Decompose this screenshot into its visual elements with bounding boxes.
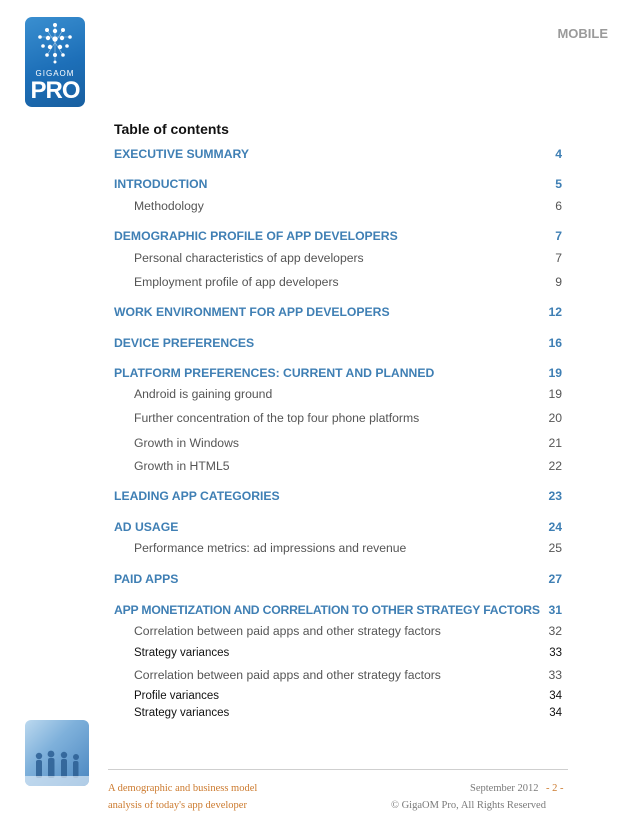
toc-entry-page: 19 — [548, 387, 562, 401]
toc-entry[interactable] — [114, 305, 562, 323]
gigaom-pro-logo — [25, 17, 85, 107]
toc-entry-page: 7 — [555, 229, 562, 243]
toc-entry-title: APP MONETIZATION AND CORRELATION TO OTHER STRATEGY FACTORS — [114, 603, 540, 617]
footer-report-title-line1: A demographic and business model — [108, 783, 258, 794]
toc-entry[interactable] — [134, 647, 562, 665]
toc-entry-title: Personal characteristics of app developers — [134, 251, 364, 265]
toc-entry-page: 25 — [548, 541, 562, 555]
toc-entry[interactable] — [134, 436, 562, 454]
toc-entry[interactable] — [134, 387, 562, 405]
toc-entry-title: DEMOGRAPHIC PROFILE OF APP DEVELOPERS — [114, 229, 398, 243]
footer-report-title-line2: analysis of today's app developer — [108, 800, 247, 811]
toc-entry-title: WORK ENVIRONMENT FOR APP DEVELOPERS — [114, 305, 390, 319]
toc-heading: Table of contents — [114, 121, 229, 137]
toc-entry[interactable] — [114, 147, 562, 165]
footer-divider — [108, 769, 568, 770]
toc-entry-title: AD USAGE — [114, 520, 179, 534]
toc-entry-title: Employment profile of app developers — [134, 275, 339, 289]
toc-entry-title: Growth in Windows — [134, 436, 239, 450]
people-silhouette-icon — [25, 720, 89, 786]
toc-entry-page: 31 — [548, 603, 562, 617]
toc-entry-title: INTRODUCTION — [114, 177, 208, 191]
toc-entry[interactable] — [114, 603, 562, 621]
network-dots-icon — [25, 17, 85, 69]
toc-entry-title: DEVICE PREFERENCES — [114, 336, 255, 350]
toc-entry[interactable] — [114, 520, 562, 538]
logo-big-text: PRO — [30, 77, 80, 104]
toc-entry[interactable] — [134, 541, 562, 559]
toc-entry-page: 21 — [548, 436, 562, 450]
toc-entry[interactable] — [134, 668, 562, 686]
toc-entry-page: 7 — [555, 251, 562, 265]
toc-entry[interactable] — [134, 690, 562, 708]
toc-entry-page: 20 — [548, 411, 562, 425]
toc-entry-page: 27 — [548, 572, 562, 586]
logo-small-text: GIGAOM — [35, 69, 75, 78]
toc-entry-title: PLATFORM PREFERENCES: CURRENT AND PLANNED — [114, 366, 435, 380]
toc-entry-page: 34 — [549, 707, 562, 719]
toc-entry-title: Correlation between paid apps and other strategy factors — [134, 668, 441, 682]
toc-entry-title: Android is gaining ground — [134, 387, 273, 401]
toc-entry-title: Performance metrics: ad impressions and revenue — [134, 541, 407, 555]
toc-entry-page: 6 — [555, 199, 562, 213]
toc-entry-title: EXECUTIVE SUMMARY — [114, 147, 249, 161]
business-people-photo — [25, 720, 89, 786]
toc-entry-title: Methodology — [134, 199, 204, 213]
toc-entry-page: 12 — [548, 305, 562, 319]
toc-entry[interactable] — [114, 177, 562, 195]
toc-entry-title: Profile variances — [134, 690, 220, 702]
toc-entry-title: LEADING APP CATEGORIES — [114, 489, 280, 503]
toc-entry[interactable] — [134, 624, 562, 642]
toc-entry[interactable] — [134, 275, 562, 293]
toc-entry-title: Further concentration of the top four phone platforms — [134, 411, 420, 425]
toc-entry-title: Strategy variances — [134, 707, 230, 719]
toc-entry-title: Growth in HTML5 — [134, 459, 230, 473]
toc-entry-page: 9 — [555, 275, 562, 289]
footer-copyright: © GigaOM Pro, All Rights Reserved — [391, 800, 546, 811]
toc-entry-title: Correlation between paid apps and other strategy factors — [134, 624, 441, 638]
toc-entry-title: PAID APPS — [114, 572, 179, 586]
category-label: MOBILE — [557, 26, 608, 41]
toc-entry-page: 34 — [549, 690, 562, 702]
toc-entry-page: 19 — [548, 366, 562, 380]
toc-entry-page: 33 — [548, 668, 562, 682]
toc-entry-title: Strategy variances — [134, 647, 230, 659]
toc-entry[interactable] — [134, 707, 562, 725]
toc-entry-page: 32 — [548, 624, 562, 638]
toc-entry[interactable] — [134, 459, 562, 477]
toc-entry[interactable] — [134, 411, 562, 429]
toc-entry-page: 4 — [555, 147, 562, 161]
toc-entry[interactable] — [134, 251, 562, 269]
toc-entry[interactable] — [114, 229, 562, 247]
toc-entry-page: 24 — [548, 520, 562, 534]
toc-entry-page: 33 — [549, 647, 562, 659]
toc-entry[interactable] — [114, 572, 562, 590]
footer-date: September 2012 — [470, 783, 539, 794]
toc-entry-page: 22 — [548, 459, 562, 473]
toc-entry-page: 5 — [555, 177, 562, 191]
toc-entry-page: 16 — [548, 336, 562, 350]
toc-entry-page: 23 — [548, 489, 562, 503]
footer-page-number: - 2 - — [546, 783, 564, 794]
toc-entry[interactable] — [134, 199, 562, 217]
toc-entry[interactable] — [114, 336, 562, 354]
toc-entry[interactable] — [114, 366, 562, 384]
toc-entry[interactable] — [114, 489, 562, 507]
